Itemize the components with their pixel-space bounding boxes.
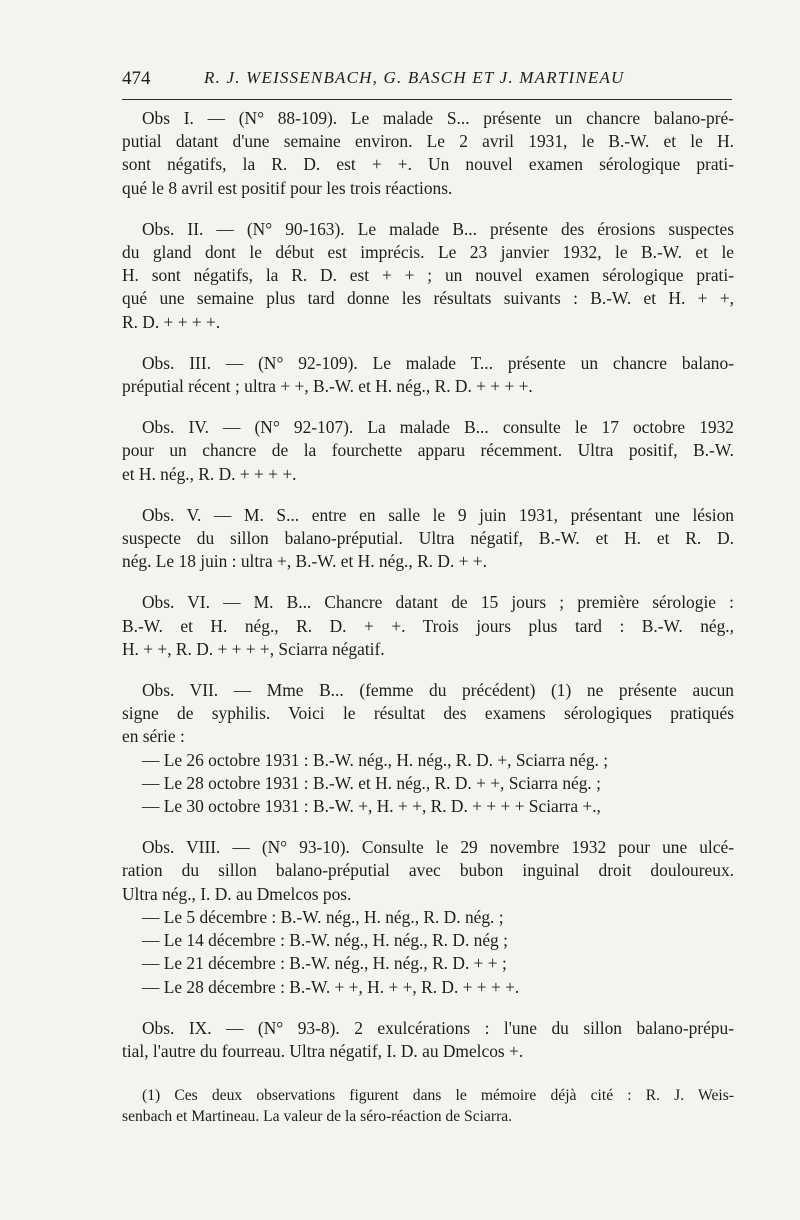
footnote-line: senbach et Martineau. La valeur de la séro-réaction de Sciarra. [122, 1108, 513, 1126]
text-line: Obs. IX. — (N° 93-8). 2 exulcérations : l'une du sillon balano-prépu- [142, 1017, 734, 1038]
document-body [122, 107, 734, 1127]
text-line: signe de syphilis. Voici le résultat des examens sérologiques pratiqués [122, 703, 734, 724]
text-line: et H. nég., R. D. + + + +. [122, 463, 297, 484]
observation-paragraph [122, 416, 734, 486]
observation-paragraph [122, 591, 734, 661]
footnote [122, 1085, 734, 1127]
text-line: Obs. VIII. — (N° 93-10). Consulte le 29 novembre 1932 pour une ulcé- [142, 837, 734, 858]
observation-paragraph [122, 218, 734, 334]
text-line: ration du sillon balano-préputial avec bubon inguinal droit douloureux. [122, 860, 734, 881]
serology-entry: — Le 14 décembre : B.-W. nég., H. nég., R. D. nég ; [142, 930, 508, 951]
observation-paragraph [122, 504, 734, 574]
text-line: en série : [122, 726, 185, 747]
serology-entry: — Le 21 décembre : B.-W. nég., H. nég., R. D. + + ; [142, 953, 507, 974]
text-line: H. sont négatifs, la R. D. est + + ; un nouvel examen sérologique prati- [122, 265, 734, 286]
page-number: 474 [122, 68, 151, 89]
serology-entry: — Le 30 octobre 1931 : B.-W. +, H. + +, R. D. + + + + Sciarra +., [142, 796, 601, 817]
observation-paragraph [122, 1017, 734, 1063]
text-line: nég. Le 18 juin : ultra +, B.-W. et H. nég., R. D. + +. [122, 551, 487, 572]
serology-entry: — Le 5 décembre : B.-W. nég., H. nég., R. D. nég. ; [142, 906, 504, 927]
text-line: H. + +, R. D. + + + +, Sciarra négatif. [122, 638, 385, 659]
text-line: sont négatifs, la R. D. est + +. Un nouvel examen sérologique prati- [122, 154, 734, 175]
text-line: Obs I. — (N° 88-109). Le malade S... présente un chancre balano-pré- [142, 108, 734, 128]
header-rule [122, 99, 732, 100]
text-line: Obs. IV. — (N° 92-107). La malade B... consulte le 17 octobre 1932 [142, 417, 734, 438]
running-head: R. J. WEISSENBACH, G. BASCH ET J. MARTINEAU [204, 68, 625, 87]
text-line: Ultra nég., I. D. au Dmelcos pos. [122, 883, 352, 904]
footnote-line: (1) Ces deux observations figurent dans le mémoire déjà cité : R. J. Weis- [142, 1087, 734, 1105]
serology-entry: — Le 26 octobre 1931 : B.-W. nég., H. nég., R. D. +, Sciarra nég. ; [142, 749, 609, 770]
text-line: suspecte du sillon balano-préputial. Ultra négatif, B.-W. et H. et R. D. [122, 528, 734, 549]
serology-entry: — Le 28 octobre 1931 : B.-W. et H. nég., R. D. + +, Sciarra nég. ; [142, 772, 601, 793]
observation-paragraph [122, 679, 734, 818]
text-line: qué le 8 avril est positif pour les trois réactions. [122, 177, 453, 198]
page-header [122, 62, 732, 98]
observation-paragraph [122, 107, 734, 200]
text-line: Obs. VII. — Mme B... (femme du précédent) (1) ne présente aucun [142, 680, 734, 701]
text-line: B.-W. et H. nég., R. D. + +. Trois jours plus tard : B.-W. nég., [122, 615, 734, 636]
text-line: pour un chancre de la fourchette apparu récemment. Ultra positif, B.-W. [122, 440, 734, 461]
serology-entry: — Le 28 décembre : B.-W. + +, H. + +, R. D. + + + +. [142, 976, 520, 997]
text-line: putial datant d'une semaine environ. Le 2 avril 1931, le B.-W. et le H. [122, 131, 734, 152]
text-line: Obs. II. — (N° 90-163). Le malade B... présente des érosions suspectes [142, 218, 734, 239]
text-line: préputial récent ; ultra + +, B.-W. et H. nég., R. D. + + + +. [122, 376, 533, 397]
text-line: Obs. VI. — M. B... Chancre datant de 15 jours ; première sérologie : [142, 592, 734, 613]
text-line: qué une semaine plus tard donne les résultats suivants : B.-W. et H. + +, [122, 288, 734, 309]
text-line: Obs. V. — M. S... entre en salle le 9 juin 1931, présentant une lésion [142, 504, 734, 525]
text-line: tial, l'autre du fourreau. Ultra négatif, I. D. au Dmelcos +. [122, 1040, 524, 1061]
text-line: du gland dont le début est imprécis. Le 23 janvier 1932, le B.-W. et le [122, 242, 734, 263]
observation-paragraph [122, 352, 734, 398]
observation-paragraph [122, 836, 734, 998]
text-line: Obs. III. — (N° 92-109). Le malade T... présente un chancre balano- [142, 352, 734, 373]
text-line: R. D. + + + +. [122, 311, 221, 332]
